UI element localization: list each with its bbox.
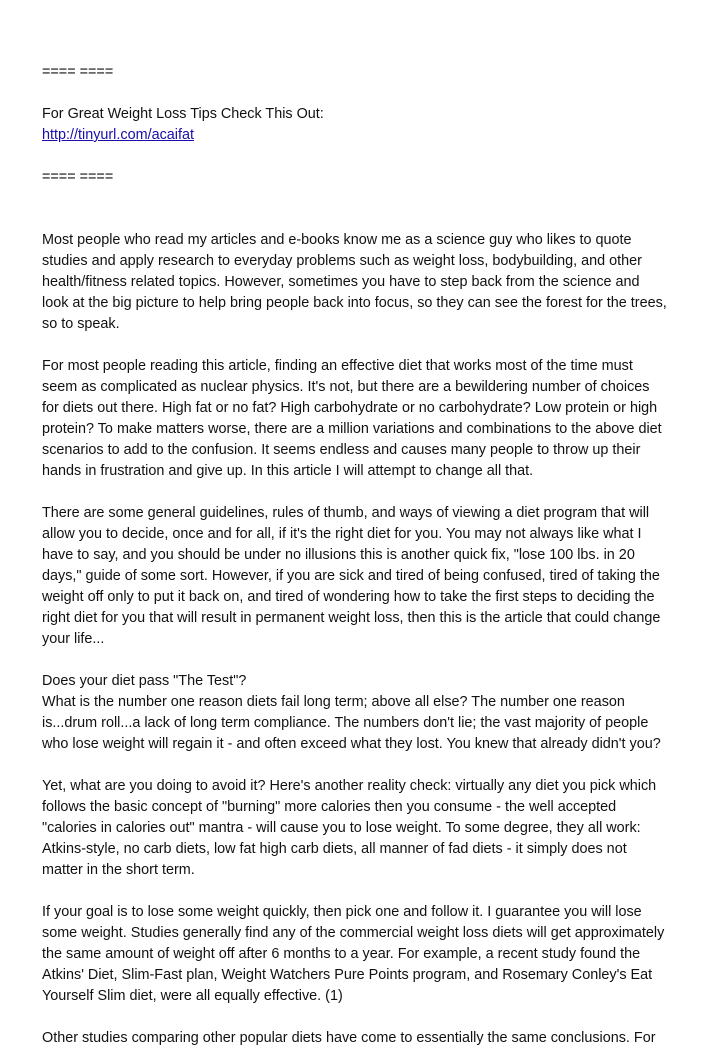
document-page (42, 62, 686, 1049)
text-line: Most people who read my articles and e-books know me as a science guy who likes to quote (42, 232, 632, 248)
text-line: seem as complicated as nuclear physics. It's not, but there are a bewildering number of choices (42, 379, 650, 395)
text-line: Other studies comparing other popular diets have come to essentially the same conclusions. For (42, 1030, 656, 1046)
text-line: who lose weight will regain it - and often exceed what they lost. You knew that already didn't you? (42, 736, 661, 752)
text-line: Does your diet pass "The Test"? (42, 673, 247, 689)
text-line: "calories in calories out" mantra - will cause you to lose weight. To some degree, they all work: (42, 820, 641, 836)
text-line: right diet for you that will result in permanent weight loss, then this is the article that could change (42, 610, 661, 626)
text-line: follows the basic concept of "burning" more calories then you consume - the well accepted (42, 799, 617, 815)
text-line: Yourself Slim diet, were all equally effective. (1) (42, 988, 343, 1004)
text-line: scenarios to add to the confusion. It seems endless and causes many people to throw up their (42, 442, 641, 458)
text-line: Yet, what are you doing to avoid it? Here's another reality check: virtually any diet you pick which (42, 778, 657, 794)
text-line: What is the number one reason diets fail long term; above all else? The number one reason (42, 694, 625, 710)
paragraph-1 (42, 230, 686, 335)
text-line: There are some general guidelines, rules of thumb, and ways of viewing a diet program that will (42, 505, 650, 521)
text-line: look at the big picture to help bring people back into focus, so they can see the forest for the trees, (42, 295, 667, 311)
text-line: allow you to decide, once and for all, if it's the right diet for you. You may not always like what I (42, 526, 642, 542)
text-line: for diets out there. High fat or no fat? High carbohydrate or no carbohydrate? Low protein or high (42, 400, 658, 416)
text-line: so to speak. (42, 316, 120, 332)
text-line: your life... (42, 631, 105, 647)
text-line: have to say, and you should be under no illusions this is another quick fix, "lose 100 lbs. in 20 (42, 547, 635, 563)
text-line: the same amount of weight off after 6 months to a year. For example, a recent study found the (42, 946, 641, 962)
text-line: is...drum roll...a lack of long term compliance. The numbers don't lie; the vast majority of people (42, 715, 649, 731)
text-line: weight off only to put it back on, and tired of wondering how to take the first steps to deciding the (42, 589, 655, 605)
text-line: health/fitness related topics. However, sometimes you have to step back from the science and (42, 274, 640, 290)
promo-link[interactable]: http://tinyurl.com/acaifat (42, 127, 194, 143)
text-line: studies and apply research to everyday problems such as weight loss, bodybuilding, and other (42, 253, 642, 269)
text-line: some weight. Studies generally find any of the commercial weight loss diets will get approximately (42, 925, 665, 941)
paragraph-6 (42, 902, 686, 1007)
paragraph-5 (42, 776, 686, 881)
text-line: For most people reading this article, finding an effective diet that works most of the time must (42, 358, 633, 374)
text-line: protein? To make matters worse, there are a million variations and combinations to the above diet (42, 421, 662, 437)
paragraph-7 (42, 1028, 686, 1049)
text-line: If your goal is to lose some weight quickly, then pick one and follow it. I guarantee you will lose (42, 904, 642, 920)
paragraph-2 (42, 356, 686, 482)
paragraph-3 (42, 503, 686, 650)
text-line: hands in frustration and give up. In this article I will attempt to change all that. (42, 463, 534, 479)
text-line: days," guide of some sort. However, if you are sick and tired of being confused, tired of taking the (42, 568, 660, 584)
separator-bottom: ==== ==== (42, 169, 114, 185)
paragraph-4 (42, 671, 686, 755)
promo-text: For Great Weight Loss Tips Check This Out: (42, 106, 324, 122)
text-line: matter in the short term. (42, 862, 195, 878)
separator-top: ==== ==== (42, 64, 114, 80)
text-line: Atkins-style, no carb diets, low fat high carb diets, all manner of fad diets - it simply does not (42, 841, 627, 857)
text-line: Atkins' Diet, Slim-Fast plan, Weight Watchers Pure Points program, and Rosemary Conley's Eat (42, 967, 653, 983)
